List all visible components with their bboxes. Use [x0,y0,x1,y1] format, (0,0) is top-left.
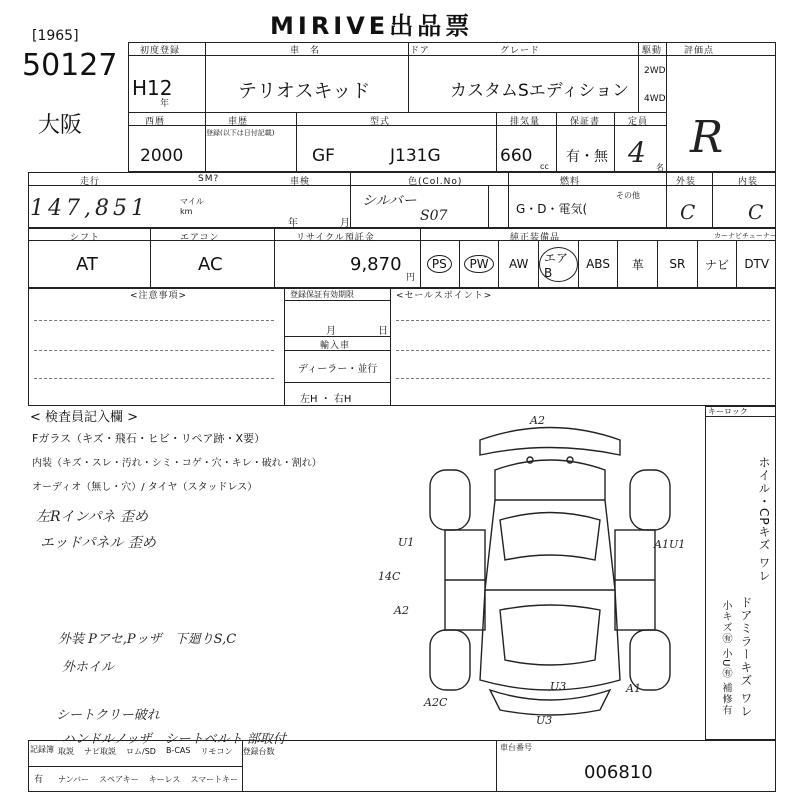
year-value: 2000 [140,146,184,166]
inspection-month: 月 [340,218,350,229]
mileage-header: 走行 [80,177,101,187]
region: 大阪 [38,113,83,138]
cartuner-header: カーナビチューナー [714,232,777,240]
color-number: S07 [420,208,448,224]
session-number: [1965] [32,28,79,44]
footer-navi-manual: ナビ取説 [84,747,116,756]
import-header: 輸入車 [320,341,351,351]
equip-aw: AW [499,240,539,288]
footer-spare-key: スペアキー [99,775,139,784]
glass-line: Fガラス（キズ・飛石・ヒビ・リペア跡・X要） [32,432,266,445]
chassis-header: 車台番号 [500,743,532,752]
model-value: J131G [390,146,441,166]
equip-ps: PS [420,240,460,288]
import-dealer: ディーラー・並行 [298,364,378,375]
car-name-header: 車 名 [290,46,321,56]
key-lock-header: キーロック [708,407,748,416]
first-reg-value: H12 [132,76,173,100]
recycle-unit: 円 [406,273,416,283]
exterior-value: C [680,200,696,224]
color-header: 色(Col.No) [408,177,463,187]
equip-leather: 革 [618,240,658,288]
footer-remote: リモコン [200,747,233,756]
interior-header: 内装 [738,177,759,187]
small-note: 小キズ㊒ 小U㊒ 補修有 [720,600,731,716]
hand-note-5: シートクリー破れ [56,708,160,723]
lot-number: 50127 [22,48,118,83]
period-day: 日 [378,326,388,337]
history-header: 車歴 [228,117,249,127]
meter-header: SM? [198,174,220,184]
year-header: 西暦 [145,117,166,127]
audio-line: オーディオ（無し・穴）/ タイヤ（スタッドレス） [32,482,258,493]
footer-reg-count: 登録台数 [242,747,275,756]
footer-prefix2: 有 [34,775,44,785]
drive-4wd: 4WD [644,94,666,104]
fuel-value: G・D・電気( [516,202,588,216]
mark-u1: U1 [398,536,415,549]
drive-header: 駆動 [642,46,663,56]
footer-smart-key: スマートキー [190,775,239,784]
wheel-note: ホイル・CPキズ ワレ [757,456,771,583]
interior-line: 内装（キズ・スレ・汚れ・シミ・コゲ・穴・キレ・破れ・割れ） [32,458,322,469]
history-note: 登録(以下は日付記載) [206,129,275,137]
fuel-other: その他 [616,191,640,200]
shift-header: シフト [70,233,101,243]
form-title: MIRIVE出品票 [270,12,474,40]
hand-note-3: 外装 Pアセ,Pッザ 下廻りS,C [58,632,237,647]
mark-a2-top: A2 [530,414,545,427]
footer-prefix: 記録簿 [30,745,54,754]
displacement-header: 排気量 [510,117,541,127]
period-month: 月 [326,326,336,337]
footer-row2 [58,774,238,785]
score-value: R [690,112,724,163]
footer-manual: 取説 [58,747,74,756]
sales-point-header: <セールスポイント> [396,291,493,301]
mileage-value: 147,851 [30,196,149,221]
mark-a1: A1 [626,682,641,695]
footer-keyless: キーレス [148,775,181,784]
first-reg-suffix: 年 [160,99,171,109]
capacity-value: 4 [628,136,646,169]
exterior-header: 外装 [676,177,697,187]
displacement-value: 660 [500,146,533,166]
shift-value: AT [76,254,98,275]
aircon-value: AC [198,254,223,275]
dealer-period-header: 登録保証有効期限 [290,290,354,299]
main-form [128,42,776,172]
inspection-year: 年 [288,218,298,229]
inspection-header: 車検 [290,177,311,187]
mark-a1u1: A1U1 [654,538,686,551]
caution-header: <注意事項> [130,291,188,301]
displacement-unit: cc [540,162,549,171]
drive-2wd: 2WD [644,66,666,76]
equipment-list [420,240,776,288]
capacity-unit: 名 [656,163,664,172]
hand-note-4: 外ホイル [62,660,115,675]
hand-note-1: 左Rインパネ 歪め [36,509,149,525]
footer-rom-sd: ロム/SD [126,747,156,756]
model-header: 型式 [370,117,391,127]
mirror-note: ドアミラーキズ ワレ [739,596,753,718]
inspector-header: < 検査員記入欄 > [30,410,139,425]
recycle-value: 9,870 [350,254,402,275]
warranty-value: 有・無 [566,149,608,165]
hand-note-2: エッドパネル 歪め [40,535,156,551]
mark-u3-bottom: U3 [536,714,553,727]
mark-a2-left: A2 [394,604,409,617]
equip-abs: ABS [579,240,619,288]
mark-a2c: A2C [424,696,448,709]
equip-airbag: エアB [539,240,579,288]
equip-pw: PW [460,240,500,288]
equip-dtv: DTV [744,257,770,271]
aircon-header: エアコン [180,233,220,243]
color-value: シルバー [362,193,417,209]
door-header: ドア [410,46,430,56]
equipment-header: 純正装備品 [510,233,561,243]
import-side: 左H ・ 右H [300,394,352,405]
mark-u3-rear: U3 [550,680,567,693]
fuel-header: 燃料 [560,177,581,187]
hand-note-6: ハンドルノッザ シートベルト 部取付 [62,732,286,747]
model-prefix: GF [312,146,335,166]
equip-sr: SR [658,240,698,288]
first-reg-header: 初度登録 [140,46,181,56]
score-header: 評価点 [684,46,715,56]
interior-value: C [748,200,764,224]
equip-navi: ナビ [698,240,738,288]
capacity-header: 定員 [628,117,649,127]
footer-bcas: B-CAS [165,746,191,755]
grade-value: カスタムSエディション [450,81,630,101]
mark-14c: 14C [378,570,401,583]
recycle-header: リサイクル預託金 [296,233,375,243]
mileage-unit: マイル km [180,197,204,216]
grade-header: グレード [500,46,541,56]
chassis-number: 006810 [584,762,653,783]
car-name-value: テリオスキッド [238,80,371,102]
footer-plate: ナンバー [58,775,90,784]
warranty-header: 保証書 [570,117,601,127]
